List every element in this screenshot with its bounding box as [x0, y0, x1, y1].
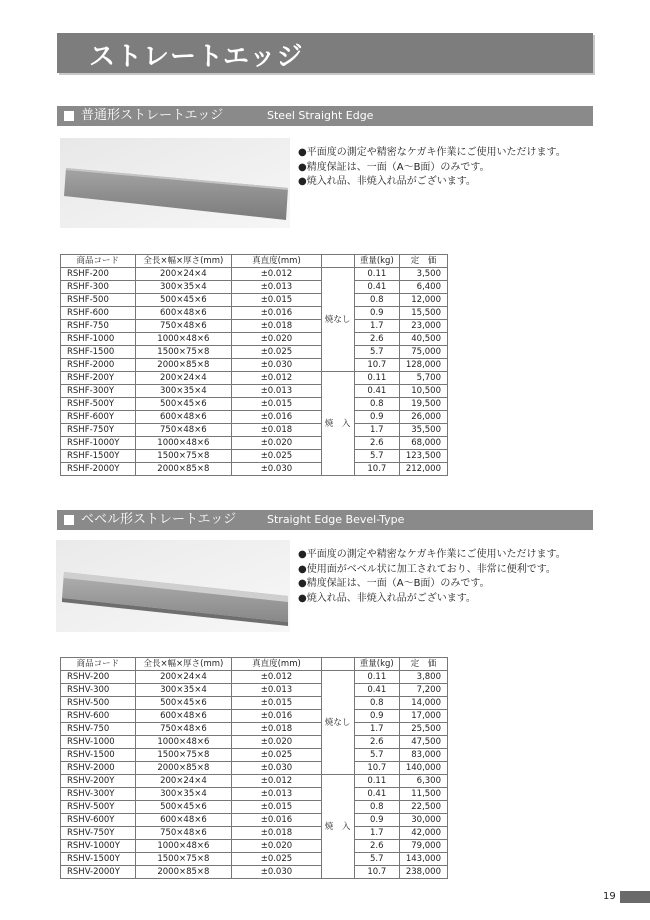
section-title-jp: ベベル形ストレートエッジ — [81, 512, 237, 527]
cell-weight: 1.7 — [354, 723, 399, 736]
header-price: 定 価 — [399, 658, 447, 671]
cell-code: RSHF-750 — [61, 320, 136, 333]
cell-straightness: ±0.013 — [232, 281, 322, 294]
header-price: 定 価 — [399, 255, 447, 268]
cell-code: RSHF-2000 — [61, 359, 136, 372]
bullet-list-bevel — [298, 548, 566, 606]
cell-price: 23,000 — [399, 320, 447, 333]
table-row — [61, 788, 448, 801]
cell-code: RSHV-300 — [61, 684, 136, 697]
table-row — [61, 268, 448, 281]
cell-weight: 1.7 — [354, 320, 399, 333]
cell-price: 83,000 — [399, 749, 447, 762]
group-label-unhardened: 焼なし — [321, 671, 354, 775]
cell-code: RSHV-1500Y — [61, 853, 136, 866]
cell-dimensions: 500×45×6 — [135, 801, 231, 814]
cell-code: RSHV-750 — [61, 723, 136, 736]
cell-weight: 0.41 — [354, 788, 399, 801]
header-treatment — [321, 658, 354, 671]
cell-code: RSHF-600Y — [61, 411, 136, 424]
cell-dimensions: 2000×85×8 — [135, 359, 232, 372]
cell-dimensions: 1500×75×8 — [135, 749, 231, 762]
cell-straightness: ±0.020 — [232, 333, 322, 346]
table-header-row — [61, 658, 448, 671]
cell-straightness: ±0.030 — [232, 866, 322, 879]
header-straightness: 真直度(mm) — [232, 658, 322, 671]
cell-straightness: ±0.020 — [232, 437, 322, 450]
cell-price: 35,500 — [399, 424, 447, 437]
table-row — [61, 294, 448, 307]
cell-dimensions: 750×48×6 — [135, 827, 231, 840]
cell-code: RSHF-600 — [61, 307, 136, 320]
cell-price: 5,700 — [399, 372, 447, 385]
cell-code: RSHF-500Y — [61, 398, 136, 411]
cell-straightness: ±0.020 — [232, 736, 322, 749]
table-header-row — [61, 255, 448, 268]
page-tab-marker — [620, 891, 650, 903]
cell-dimensions: 200×24×4 — [135, 775, 231, 788]
cell-code: RSHV-2000 — [61, 762, 136, 775]
cell-code: RSHV-600 — [61, 710, 136, 723]
cell-straightness: ±0.025 — [232, 749, 322, 762]
cell-price: 25,500 — [399, 723, 447, 736]
cell-weight: 0.41 — [354, 281, 399, 294]
cell-straightness: ±0.018 — [232, 424, 322, 437]
cell-straightness: ±0.013 — [232, 684, 322, 697]
cell-weight: 0.11 — [354, 268, 399, 281]
cell-price: 30,000 — [399, 814, 447, 827]
cell-weight: 2.6 — [354, 437, 399, 450]
cell-price: 19,500 — [399, 398, 447, 411]
cell-straightness: ±0.030 — [232, 359, 322, 372]
bullet-item: ●平面度の測定や精密なケガキ作業にご使用いただけます。 — [298, 147, 566, 158]
table-row — [61, 463, 448, 476]
table-row — [61, 749, 448, 762]
table-row — [61, 450, 448, 463]
page-title: ストレートエッジ — [89, 42, 304, 72]
table-row — [61, 762, 448, 775]
cell-weight: 2.6 — [354, 333, 399, 346]
header-weight: 重量(kg) — [354, 255, 399, 268]
cell-straightness: ±0.012 — [232, 775, 322, 788]
cell-straightness: ±0.015 — [232, 398, 322, 411]
table-row — [61, 736, 448, 749]
cell-price: 12,000 — [399, 294, 447, 307]
cell-price: 26,000 — [399, 411, 447, 424]
cell-price: 6,400 — [399, 281, 447, 294]
bullet-list-steel — [298, 146, 566, 190]
cell-straightness: ±0.016 — [232, 814, 322, 827]
cell-dimensions: 300×35×4 — [135, 788, 231, 801]
cell-price: 140,000 — [399, 762, 447, 775]
spec-table-bevel — [60, 657, 448, 879]
cell-weight: 0.11 — [354, 775, 399, 788]
cell-dimensions: 1500×75×8 — [135, 853, 231, 866]
header-dimensions: 全長×幅×厚さ(mm) — [135, 658, 231, 671]
cell-price: 68,000 — [399, 437, 447, 450]
cell-price: 123,500 — [399, 450, 447, 463]
cell-code: RSHV-600Y — [61, 814, 136, 827]
header-straightness: 真直度(mm) — [232, 255, 322, 268]
cell-code: RSHV-750Y — [61, 827, 136, 840]
spec-table-steel — [60, 254, 448, 476]
cell-weight: 0.8 — [354, 398, 399, 411]
cell-code: RSHV-200 — [61, 671, 136, 684]
steel-straight-edge-image — [60, 138, 290, 228]
cell-weight: 0.41 — [354, 385, 399, 398]
cell-weight: 5.7 — [354, 853, 399, 866]
cell-weight: 10.7 — [354, 866, 399, 879]
cell-price: 10,500 — [399, 385, 447, 398]
cell-code: RSHF-1000 — [61, 333, 136, 346]
table-row — [61, 723, 448, 736]
cell-weight: 1.7 — [354, 424, 399, 437]
cell-dimensions: 500×45×6 — [135, 697, 231, 710]
header-code: 商品コード — [61, 658, 136, 671]
table-row — [61, 853, 448, 866]
group-label-unhardened: 焼なし — [321, 268, 354, 372]
cell-weight: 1.7 — [354, 827, 399, 840]
cell-code: RSHF-200Y — [61, 372, 136, 385]
cell-straightness: ±0.030 — [232, 762, 322, 775]
cell-price: 11,500 — [399, 788, 447, 801]
cell-code: RSHF-200 — [61, 268, 136, 281]
cell-weight: 0.9 — [354, 307, 399, 320]
cell-straightness: ±0.018 — [232, 320, 322, 333]
section-title-en: Straight Edge Bevel-Type — [267, 513, 405, 526]
table-row — [61, 437, 448, 450]
cell-weight: 0.9 — [354, 411, 399, 424]
cell-dimensions: 1000×48×6 — [135, 333, 232, 346]
cell-straightness: ±0.013 — [232, 385, 322, 398]
cell-code: RSHV-300Y — [61, 788, 136, 801]
cell-straightness: ±0.012 — [232, 268, 322, 281]
table-row — [61, 827, 448, 840]
cell-weight: 5.7 — [354, 450, 399, 463]
cell-price: 22,500 — [399, 801, 447, 814]
section-header-bevel — [57, 510, 593, 530]
table-row — [61, 424, 448, 437]
cell-price: 3,500 — [399, 268, 447, 281]
cell-code: RSHV-2000Y — [61, 866, 136, 879]
cell-code: RSHF-750Y — [61, 424, 136, 437]
cell-weight: 2.6 — [354, 736, 399, 749]
cell-code: RSHF-1500Y — [61, 450, 136, 463]
section-title-jp: 普通形ストレートエッジ — [81, 108, 224, 123]
cell-straightness: ±0.025 — [232, 450, 322, 463]
cell-code: RSHV-500 — [61, 697, 136, 710]
cell-code: RSHF-500 — [61, 294, 136, 307]
cell-price: 128,000 — [399, 359, 447, 372]
section-header-steel — [57, 106, 593, 126]
cell-dimensions: 600×48×6 — [135, 814, 231, 827]
table-row — [61, 775, 448, 788]
cell-price: 47,500 — [399, 736, 447, 749]
cell-weight: 0.11 — [354, 671, 399, 684]
cell-dimensions: 300×35×4 — [135, 385, 232, 398]
cell-code: RSHF-1500 — [61, 346, 136, 359]
cell-price: 75,000 — [399, 346, 447, 359]
cell-price: 40,500 — [399, 333, 447, 346]
header-code: 商品コード — [61, 255, 136, 268]
cell-code: RSHF-300Y — [61, 385, 136, 398]
cell-dimensions: 600×48×6 — [135, 411, 232, 424]
cell-weight: 5.7 — [354, 346, 399, 359]
cell-weight: 0.8 — [354, 801, 399, 814]
cell-weight: 0.8 — [354, 294, 399, 307]
cell-weight: 10.7 — [354, 359, 399, 372]
cell-dimensions: 200×24×4 — [135, 372, 232, 385]
header-dimensions: 全長×幅×厚さ(mm) — [135, 255, 232, 268]
table-row — [61, 320, 448, 333]
cell-weight: 5.7 — [354, 749, 399, 762]
bullet-item: ●焼入れ品、非焼入れ品がございます。 — [298, 176, 476, 187]
cell-dimensions: 2000×85×8 — [135, 866, 231, 879]
table-row — [61, 840, 448, 853]
cell-straightness: ±0.018 — [232, 827, 322, 840]
cell-straightness: ±0.012 — [232, 671, 322, 684]
cell-straightness: ±0.025 — [232, 346, 322, 359]
bullet-item: ●焼入れ品、非焼入れ品がございます。 — [298, 592, 476, 604]
bevel-straight-edge-image — [56, 540, 290, 632]
cell-price: 238,000 — [399, 866, 447, 879]
table-row — [61, 866, 448, 879]
cell-code: RSHF-1000Y — [61, 437, 136, 450]
cell-straightness: ±0.013 — [232, 788, 322, 801]
cell-price: 6,300 — [399, 775, 447, 788]
cell-price: 7,200 — [399, 684, 447, 697]
cell-dimensions: 2000×85×8 — [135, 762, 231, 775]
cell-price: 143,000 — [399, 853, 447, 866]
cell-dimensions: 2000×85×8 — [135, 463, 232, 476]
cell-dimensions: 300×35×4 — [135, 684, 231, 697]
cell-straightness: ±0.015 — [232, 697, 322, 710]
cell-straightness: ±0.015 — [232, 294, 322, 307]
cell-code: RSHV-1500 — [61, 749, 136, 762]
cell-dimensions: 750×48×6 — [135, 320, 232, 333]
cell-price: 3,800 — [399, 671, 447, 684]
table-row — [61, 359, 448, 372]
cell-weight: 0.8 — [354, 697, 399, 710]
cell-code: RSHV-500Y — [61, 801, 136, 814]
cell-dimensions: 1000×48×6 — [135, 437, 232, 450]
cell-straightness: ±0.016 — [232, 411, 322, 424]
table-row — [61, 710, 448, 723]
table-row — [61, 671, 448, 684]
cell-code: RSHV-200Y — [61, 775, 136, 788]
square-icon — [64, 111, 74, 121]
table-row — [61, 801, 448, 814]
table-row — [61, 398, 448, 411]
cell-straightness: ±0.012 — [232, 372, 322, 385]
cell-code: RSHV-1000 — [61, 736, 136, 749]
table-row — [61, 814, 448, 827]
table-row — [61, 684, 448, 697]
cell-weight: 0.9 — [354, 814, 399, 827]
bullet-item: ●精度保証は、一面（A〜B面）のみです。 — [298, 161, 490, 173]
cell-weight: 0.9 — [354, 710, 399, 723]
header-treatment — [321, 255, 354, 268]
cell-dimensions: 200×24×4 — [135, 671, 231, 684]
cell-straightness: ±0.015 — [232, 801, 322, 814]
cell-weight: 0.11 — [354, 372, 399, 385]
square-icon — [64, 515, 74, 525]
cell-weight: 2.6 — [354, 840, 399, 853]
group-label-hardened: 焼 入 — [321, 775, 354, 879]
cell-straightness: ±0.030 — [232, 463, 322, 476]
cell-price: 42,000 — [399, 827, 447, 840]
page-title-bar — [57, 33, 593, 73]
cell-dimensions: 600×48×6 — [135, 710, 231, 723]
bullet-item: ●精度保証は、一面（A〜B面）のみです。 — [298, 578, 490, 589]
cell-price: 212,000 — [399, 463, 447, 476]
cell-dimensions: 200×24×4 — [135, 268, 232, 281]
cell-dimensions: 1000×48×6 — [135, 736, 231, 749]
page-number: 19 — [603, 891, 616, 902]
cell-straightness: ±0.020 — [232, 840, 322, 853]
cell-dimensions: 1500×75×8 — [135, 450, 232, 463]
cell-price: 79,000 — [399, 840, 447, 853]
cell-weight: 10.7 — [354, 463, 399, 476]
table-row — [61, 333, 448, 346]
table-row — [61, 372, 448, 385]
cell-price: 14,000 — [399, 697, 447, 710]
cell-dimensions: 750×48×6 — [135, 424, 232, 437]
cell-dimensions: 1500×75×8 — [135, 346, 232, 359]
table-row — [61, 307, 448, 320]
cell-dimensions: 300×35×4 — [135, 281, 232, 294]
cell-dimensions: 500×45×6 — [135, 294, 232, 307]
cell-dimensions: 500×45×6 — [135, 398, 232, 411]
table-row — [61, 385, 448, 398]
cell-straightness: ±0.016 — [232, 710, 322, 723]
cell-price: 15,500 — [399, 307, 447, 320]
table-row — [61, 411, 448, 424]
header-weight: 重量(kg) — [354, 658, 399, 671]
table-row — [61, 281, 448, 294]
bullet-item: ●平面度の測定や精密なケガキ作業にご使用いただけます。 — [298, 549, 566, 560]
cell-dimensions: 750×48×6 — [135, 723, 231, 736]
cell-weight: 10.7 — [354, 762, 399, 775]
cell-code: RSHV-1000Y — [61, 840, 136, 853]
bullet-item: ●使用面がベベル状に加工されており、非常に便利です。 — [298, 563, 556, 575]
section-title-en: Steel Straight Edge — [267, 109, 374, 122]
cell-code: RSHF-300 — [61, 281, 136, 294]
table-row — [61, 697, 448, 710]
cell-straightness: ±0.025 — [232, 853, 322, 866]
cell-weight: 0.41 — [354, 684, 399, 697]
group-label-hardened: 焼 入 — [321, 372, 354, 476]
cell-straightness: ±0.016 — [232, 307, 322, 320]
cell-price: 17,000 — [399, 710, 447, 723]
cell-straightness: ±0.018 — [232, 723, 322, 736]
cell-code: RSHF-2000Y — [61, 463, 136, 476]
cell-dimensions: 600×48×6 — [135, 307, 232, 320]
cell-dimensions: 1000×48×6 — [135, 840, 231, 853]
table-row — [61, 346, 448, 359]
